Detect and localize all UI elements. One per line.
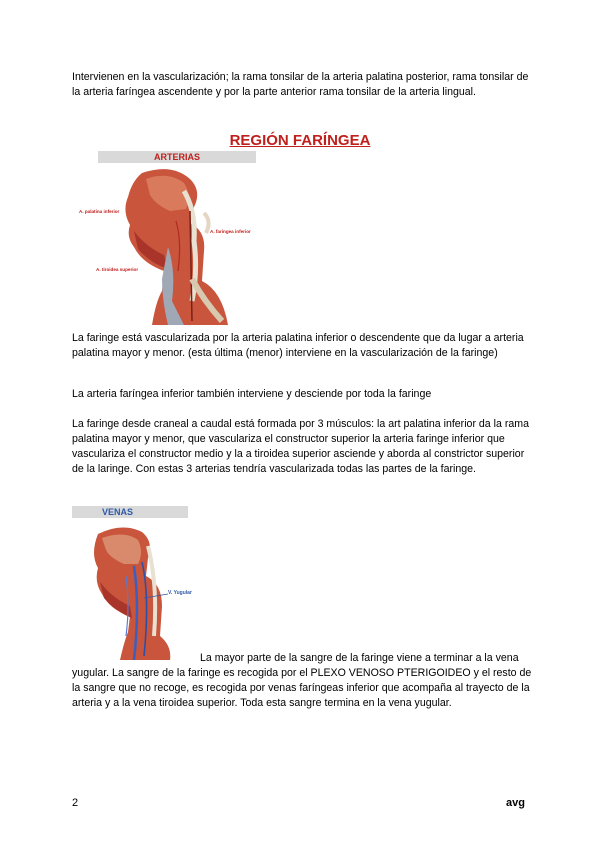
paragraph-faringea-inferior: La arteria faríngea inferior también interviene y desciende por toda la faringe: [72, 388, 432, 400]
veins-figure-header: VENAS: [72, 506, 188, 518]
label-palatina-inferior: A. palatina inferior: [79, 209, 120, 214]
intro-paragraph: Intervienen en la vascularización; la rama tonsilar de la arteria palatina posterior, rama tonsilar de la arteria faríngea ascendente y por la parte anterior rama tonsilar de la arteria lingual.: [72, 71, 529, 98]
page-number: 2: [72, 797, 79, 809]
arteries-illustration: [72, 151, 256, 325]
label-faringea-inferior: A. faringea inferior: [210, 229, 251, 234]
veins-figure: [72, 506, 200, 660]
label-vena-yugular: V. Yugular: [168, 590, 192, 596]
author-initials: avg: [506, 797, 525, 809]
paragraph-vascularization: La faringe está vascularizada por la arteria palatina inferior o descendente que da lugar a arteria palatina mayor y menor. (esta última (menor) interviene en la vascularización de la faringe): [72, 332, 524, 359]
paragraph-yugular: La mayor parte de la sangre de la faringe viene a terminar a la vena yugular. La sangre de la faringe es recogida por el PLEXO VENOSO PTERIGOIDEO y el resto de la sangre que no recoge, es recogida por venas faríngeas inferior que acompaña al trayecto de la arteria y a la vena tiroidea superior. Toda esta sangre termina en la vena yugular.: [72, 652, 532, 709]
arteries-figure-header: ARTERIAS: [98, 151, 256, 163]
paragraph-muscles: La faringe desde craneal a caudal está formada por 3 músculos: la art palatina inferior da la rama palatina mayor y menor, que vasculariza el constructor superior la arteria faringe inferior que vasculariza el constructor medio y la a tiroidea superior asciende y aborda al constrictor superior de la laringe. Con estas 3 arterias tendría vascularizada todas las partes de la faringe.: [72, 418, 529, 475]
veins-illustration: [72, 506, 200, 660]
arteries-figure: [72, 151, 256, 325]
label-tiroidea-superior: A. tiroidea superior: [96, 267, 139, 272]
section-title: REGIÓN FARÍNGEA: [229, 132, 371, 149]
